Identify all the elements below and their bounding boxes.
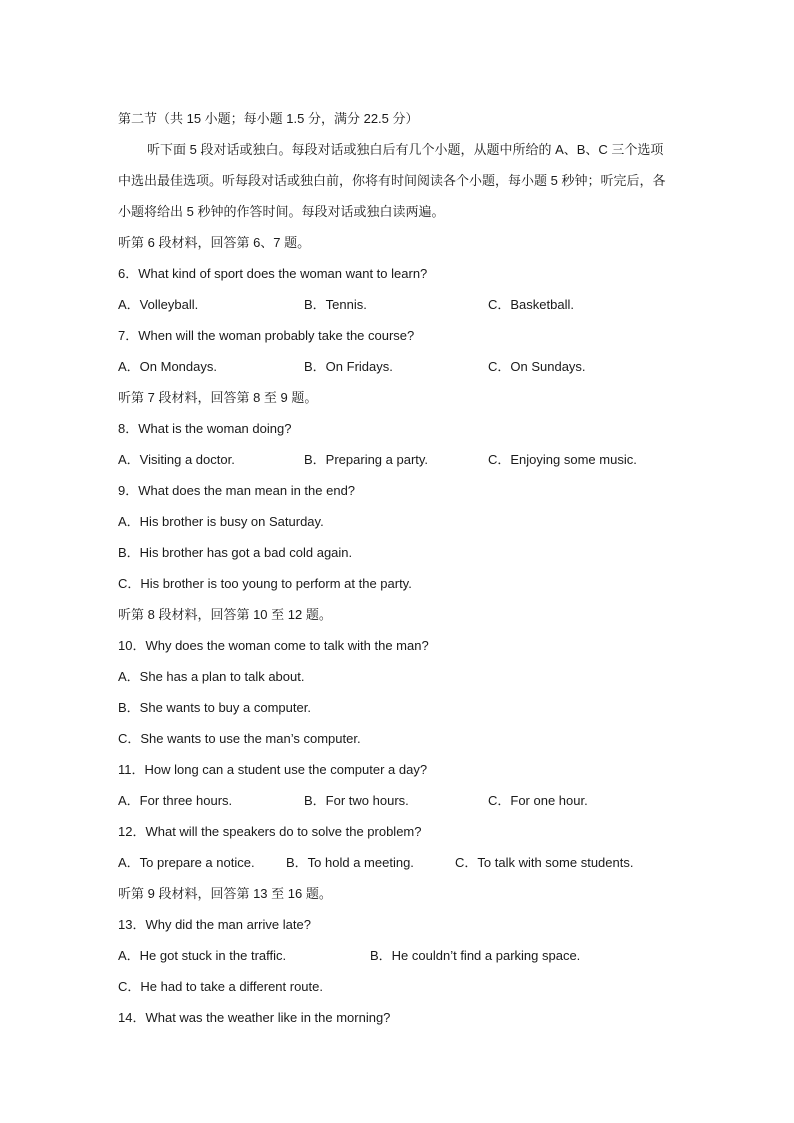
option-row xyxy=(118,785,678,816)
section-heading: 第二节（共 15 小题；每小题 1.5 分，满分 22.5 分） xyxy=(118,111,419,126)
group-intro: 听第 7 段材料，回答第 8 至 9 题。 xyxy=(118,390,318,405)
option-b: B．He couldn’t find a parking space. xyxy=(370,948,581,963)
option-a: A．Visiting a doctor. xyxy=(118,452,235,467)
option-c: C．Enjoying some music. xyxy=(488,452,637,467)
option-row xyxy=(118,847,678,878)
option-c: C．For one hour. xyxy=(488,793,588,808)
question-stem: 13．Why did the man arrive late? xyxy=(118,917,311,932)
group-intro: 听第 8 段材料，回答第 10 至 12 题。 xyxy=(118,607,332,622)
option-row xyxy=(118,351,678,382)
option-row xyxy=(118,289,678,320)
option-b: B．To hold a meeting. xyxy=(286,855,414,870)
listening-section xyxy=(118,103,678,1033)
option-c: C．She wants to use the man’s computer. xyxy=(118,731,361,746)
question-stem: 8．What is the woman doing? xyxy=(118,421,292,436)
question-stem: 12．What will the speakers do to solve the problem? xyxy=(118,824,422,839)
group-intro: 听第 9 段材料，回答第 13 至 16 题。 xyxy=(118,886,332,901)
option-row xyxy=(118,444,678,475)
option-c: C．His brother is too young to perform at the party. xyxy=(118,576,412,591)
option-a: A．Volleyball. xyxy=(118,297,199,312)
question-stem: 10．Why does the woman come to talk with the man? xyxy=(118,638,429,653)
option-b: B．His brother has got a bad cold again. xyxy=(118,545,353,560)
question-stem: 11．How long can a student use the computer a day? xyxy=(118,762,428,777)
option-a: A．For three hours. xyxy=(118,793,233,808)
option-row xyxy=(118,940,678,971)
option-c: C．He had to take a different route. xyxy=(118,979,323,994)
section-instructions: 听下面 5 段对话或独白。每段对话或独白后有几个小题，从题中所给的 A、B、C 三个选项中选出最佳选项。听每段对话或独白前，你将有时间阅读各个小题，每小题 5 秒钟；听完后，各小题将给出 5 秒钟的作答时间。每段对话或独白读两遍。 xyxy=(118,142,666,219)
option-b: B．Preparing a party. xyxy=(304,452,429,467)
option-a: A．She has a plan to talk about. xyxy=(118,669,305,684)
option-b: B．For two hours. xyxy=(304,793,409,808)
option-a: A．He got stuck in the traffic. xyxy=(118,948,287,963)
question-stem: 6．What kind of sport does the woman want to learn? xyxy=(118,266,428,281)
option-c: C．Basketball. xyxy=(488,297,574,312)
option-a: A．His brother is busy on Saturday. xyxy=(118,514,324,529)
option-a: A．On Mondays. xyxy=(118,359,217,374)
option-c: C．On Sundays. xyxy=(488,359,586,374)
option-b: B．Tennis. xyxy=(304,297,367,312)
question-stem: 14．What was the weather like in the morning? xyxy=(118,1010,391,1025)
question-stem: 7．When will the woman probably take the course? xyxy=(118,328,415,343)
option-b: B．On Fridays. xyxy=(304,359,393,374)
option-a: A．To prepare a notice. xyxy=(118,855,255,870)
option-b: B．She wants to buy a computer. xyxy=(118,700,311,715)
group-intro: 听第 6 段材料，回答第 6、7 题。 xyxy=(118,235,311,250)
question-stem: 9．What does the man mean in the end? xyxy=(118,483,356,498)
option-c: C．To talk with some students. xyxy=(455,855,634,870)
